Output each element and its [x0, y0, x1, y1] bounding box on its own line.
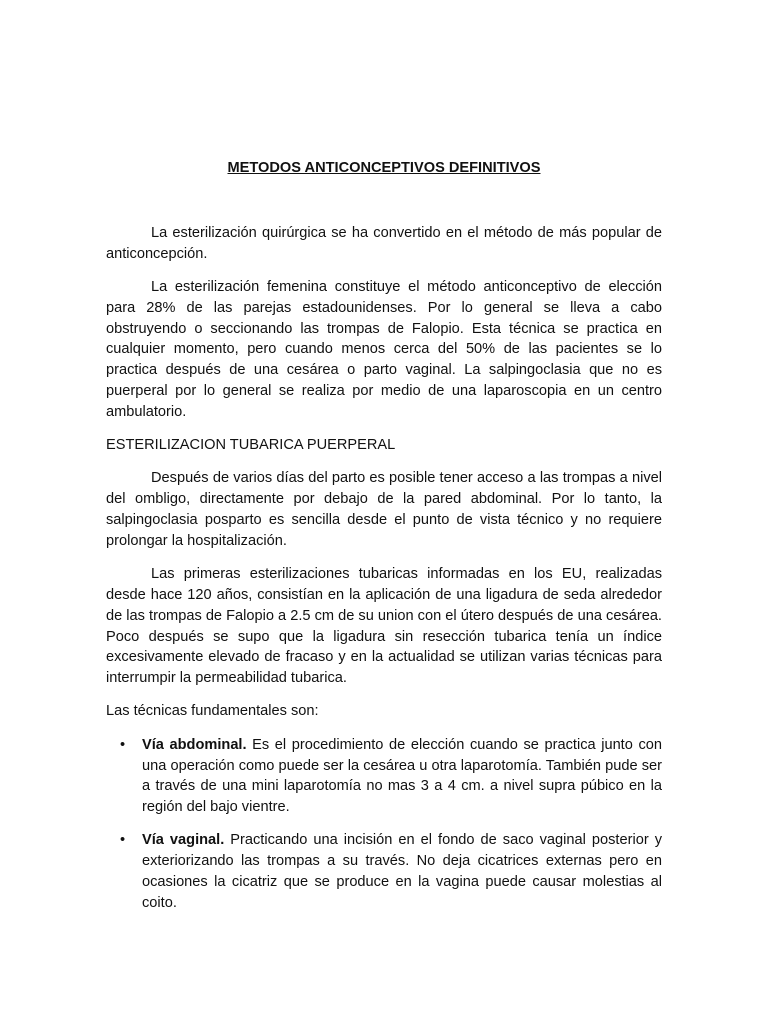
bullet-icon: •	[120, 736, 126, 753]
paragraph-postpartum-access: Después de varios días del parto es posible tener acceso a las trompas a nivel del ombligo, directamente por debajo de la pared abdominal. Por lo tanto, la salpingoclasia posparto es sencilla desde el punto de vista técnico y no requiere prolongar la hospitalización.	[106, 470, 662, 549]
technique-description: Practicando una incisión en el fondo de saco vaginal posterior y exteriorizando las trompas a su través. No deja cicatrices externas pero en ocasiones la cicatriz que se produce en la vagina puede causar molestias al coito.	[142, 832, 662, 911]
paragraph-female-sterilization: La esterilización femenina constituye el método anticonceptivo de elección para 28% de las parejas estadounidenses. Por lo general se lleva a cabo obstruyendo o seccionando las trompas de Falopio. Esta técnica se practica en cualquier momento, pero cuando menos cerca del 50% de las pacientes se lo practica después de una cesárea o parto vaginal. La salpingoclasia que no es puerperal por lo general se realiza por medio de una laparoscopia en un centro ambulatorio.	[106, 279, 662, 420]
paragraph-history: Las primeras esterilizaciones tubaricas informadas en los EU, realizadas desde hace 120 años, consistían en la aplicación de una ligadura de seda alrededor de las trompas de Falopio a 2.5 cm de su union con el útero después de una cesárea. Poco después se supo que la ligadura sin resección tubarica tenía un índice excesivamente elevado de fracaso y en la actualidad se utilizan varias técnicas para interrumpir la permeabilidad tubarica.	[106, 566, 662, 687]
bullet-icon: •	[120, 832, 126, 849]
document-body	[106, 223, 662, 926]
paragraph-intro: La esterilización quirúrgica se ha convertido en el método de más popular de anticoncepción.	[106, 225, 662, 262]
list-item	[106, 830, 662, 913]
technique-name: Vía abdominal.	[142, 736, 247, 753]
technique-description: Es el procedimiento de elección cuando se practica junto con una operación como puede ser la cesárea u otra laparotomía. También pude ser a través de una mini laparotomía no mas 3 a 4 cm. a nivel supra púbico en la región del bajo vientre.	[142, 736, 662, 816]
document-title: METODOS ANTICONCEPTIVOS DEFINITIVOS	[227, 160, 541, 176]
list-intro: Las técnicas fundamentales son:	[106, 703, 319, 720]
section-heading: ESTERILIZACION TUBARICA PUERPERAL	[106, 437, 396, 454]
techniques-list	[106, 735, 662, 914]
technique-name: Vía vaginal.	[142, 832, 225, 849]
list-item	[106, 735, 662, 818]
